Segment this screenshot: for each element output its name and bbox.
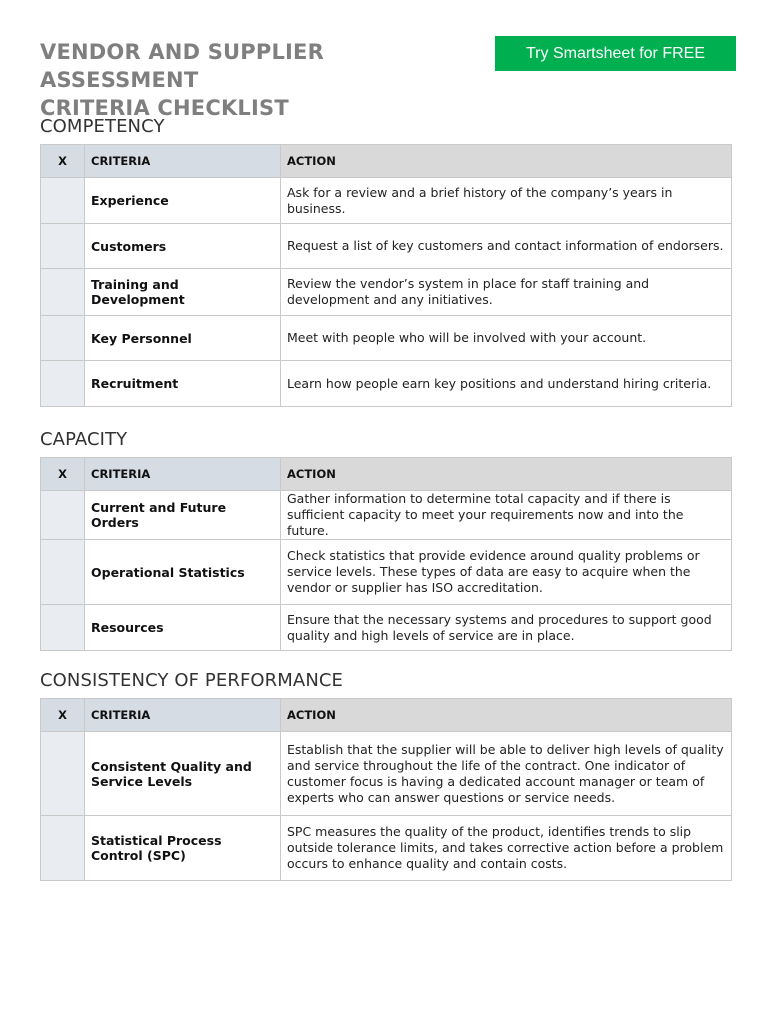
checkbox-cell[interactable] xyxy=(41,816,85,881)
capacity-table xyxy=(40,457,732,651)
table-row xyxy=(41,269,732,316)
criteria-cell: Key Personnel xyxy=(85,316,281,361)
action-cell: Check statistics that provide evidence around quality problems or service levels. These types of data are easy to acquire when the vendor or supplier has ISO accreditation. xyxy=(281,540,732,605)
action-cell: Review the vendor’s system in place for staff training and development and any initiatives. xyxy=(281,269,732,316)
competency-table xyxy=(40,144,732,407)
action-cell: Gather information to determine total capacity and if there is sufficient capacity to meet your requirements now and into the future. xyxy=(281,491,732,540)
action-cell: SPC measures the quality of the product, identifies trends to slip outside tolerance limits, and takes corrective action before a problem occurs to enhance quality and contain costs. xyxy=(281,816,732,881)
table-header-row xyxy=(41,145,732,178)
criteria-cell: Customers xyxy=(85,224,281,269)
table-row xyxy=(41,224,732,269)
criteria-cell: Operational Statistics xyxy=(85,540,281,605)
criteria-cell: Experience xyxy=(85,178,281,224)
title-line-2: CRITERIA CHECKLIST xyxy=(40,96,289,120)
criteria-column-header: CRITERIA xyxy=(85,699,281,732)
title-line-1: VENDOR AND SUPPLIER ASSESSMENT xyxy=(40,40,324,92)
checkbox-cell[interactable] xyxy=(41,178,85,224)
action-cell: Request a list of key customers and contact information of endorsers. xyxy=(281,224,732,269)
table-row xyxy=(41,540,732,605)
consistency-table xyxy=(40,698,732,881)
checkbox-cell[interactable] xyxy=(41,732,85,816)
x-column-header: X xyxy=(41,145,85,178)
checkbox-cell[interactable] xyxy=(41,224,85,269)
table-row xyxy=(41,816,732,881)
checkbox-cell[interactable] xyxy=(41,316,85,361)
table-header-row xyxy=(41,458,732,491)
action-cell: Ask for a review and a brief history of the company’s years in business. xyxy=(281,178,732,224)
action-column-header: ACTION xyxy=(281,145,732,178)
action-column-header: ACTION xyxy=(281,699,732,732)
criteria-cell: Training and Development xyxy=(85,269,281,316)
action-cell: Meet with people who will be involved with your account. xyxy=(281,316,732,361)
action-cell: Establish that the supplier will be able to deliver high levels of quality and service throughout the life of the contract. One indicator of customer focus is having a dedicated account manager or team of experts who can answer questions or service needs. xyxy=(281,732,732,816)
table-row xyxy=(41,316,732,361)
x-column-header: X xyxy=(41,699,85,732)
section-title-competency: COMPETENCY xyxy=(40,116,165,137)
section-title-capacity: CAPACITY xyxy=(40,429,128,450)
section-title-consistency: CONSISTENCY OF PERFORMANCE xyxy=(40,670,344,691)
table-row xyxy=(41,732,732,816)
checkbox-cell[interactable] xyxy=(41,540,85,605)
criteria-cell: Recruitment xyxy=(85,361,281,407)
criteria-cell: Consistent Quality and Service Levels xyxy=(85,732,281,816)
criteria-column-header: CRITERIA xyxy=(85,458,281,491)
criteria-column-header: CRITERIA xyxy=(85,145,281,178)
page-title xyxy=(40,38,470,122)
action-cell: Learn how people earn key positions and understand hiring criteria. xyxy=(281,361,732,407)
table-row xyxy=(41,178,732,224)
table-row xyxy=(41,605,732,651)
table-row xyxy=(41,491,732,540)
checkbox-cell[interactable] xyxy=(41,491,85,540)
criteria-cell: Statistical Process Control (SPC) xyxy=(85,816,281,881)
try-smartsheet-button[interactable]: Try Smartsheet for FREE xyxy=(495,36,736,71)
table-row xyxy=(41,361,732,407)
checkbox-cell[interactable] xyxy=(41,605,85,651)
checkbox-cell[interactable] xyxy=(41,269,85,316)
table-header-row xyxy=(41,699,732,732)
criteria-cell: Current and Future Orders xyxy=(85,491,281,540)
checkbox-cell[interactable] xyxy=(41,361,85,407)
action-column-header: ACTION xyxy=(281,458,732,491)
criteria-cell: Resources xyxy=(85,605,281,651)
action-cell: Ensure that the necessary systems and procedures to support good quality and high levels of service are in place. xyxy=(281,605,732,651)
x-column-header: X xyxy=(41,458,85,491)
